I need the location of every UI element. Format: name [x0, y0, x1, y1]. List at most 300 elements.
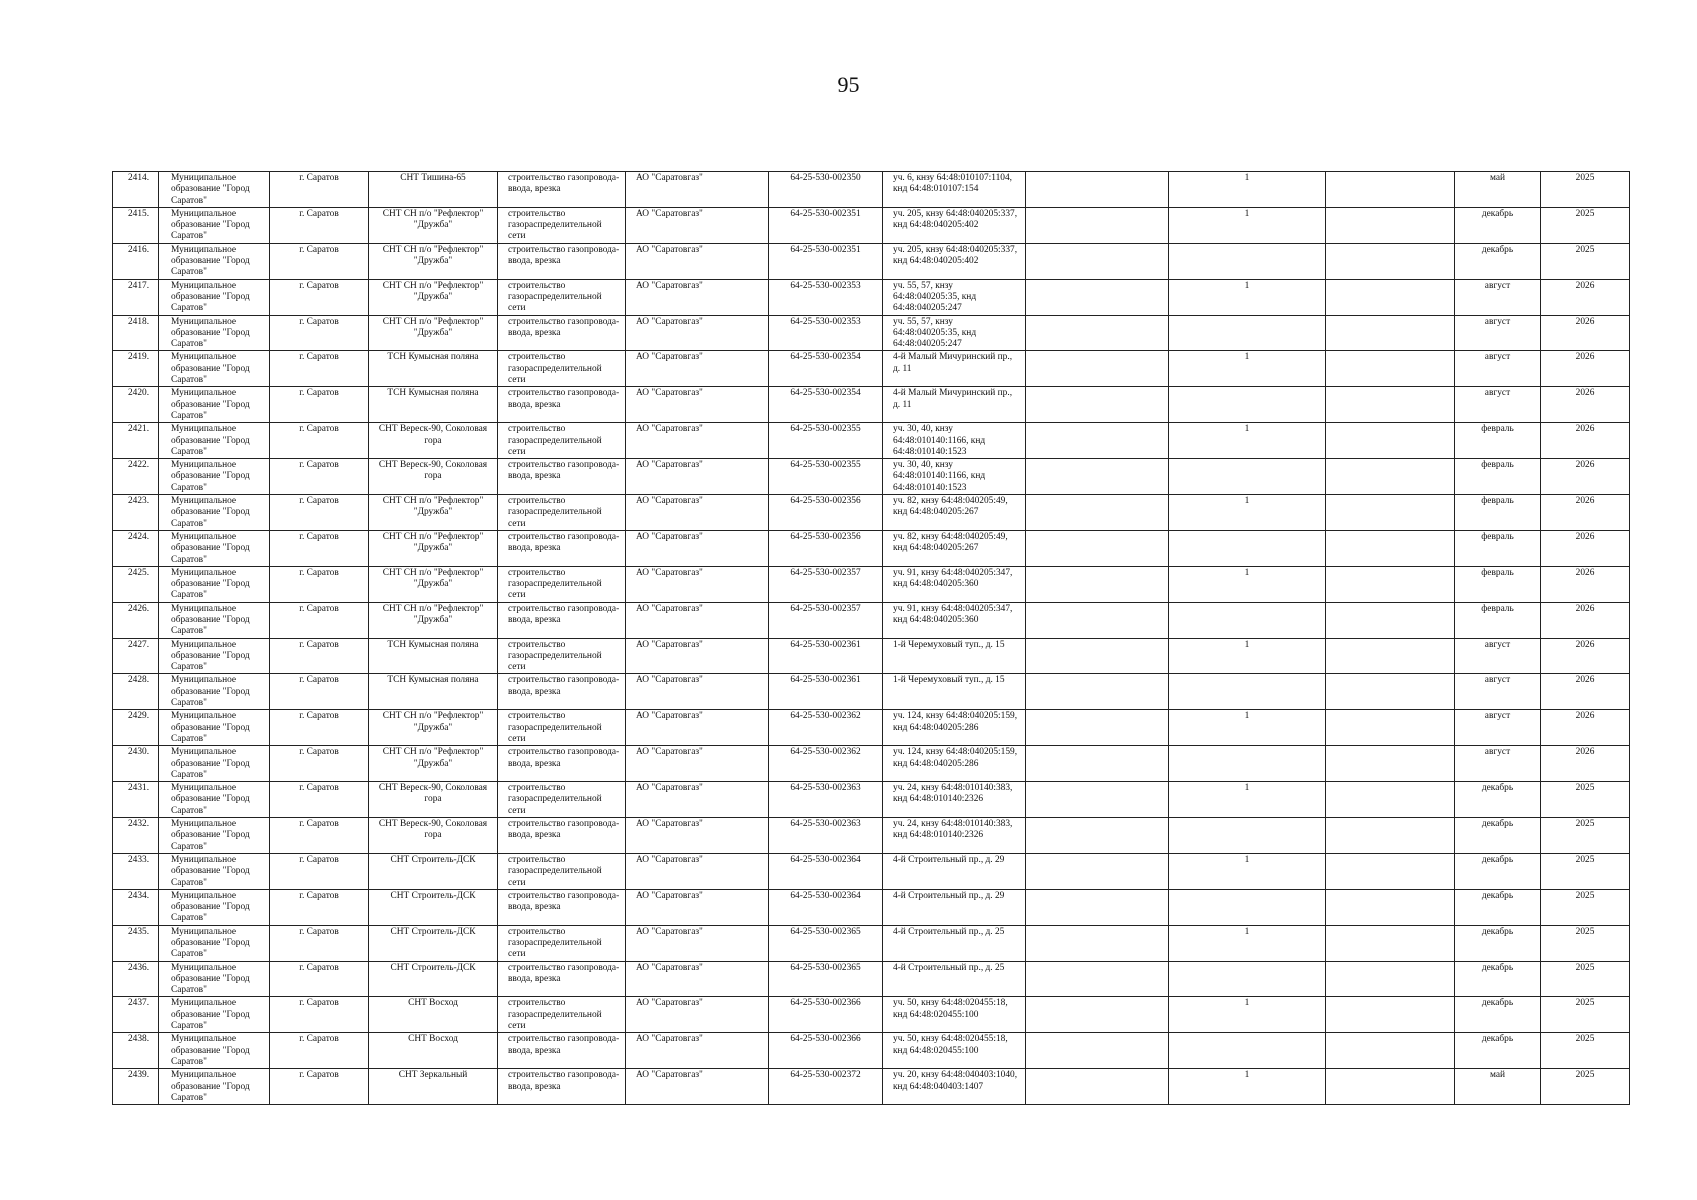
community: СНТ Тишина-65 [400, 173, 466, 183]
organization-cell [626, 853, 769, 889]
work-type-cell [498, 638, 626, 674]
row-number-cell [113, 674, 159, 710]
year-cell [1541, 279, 1630, 315]
empty-cell-b [1326, 1069, 1455, 1105]
month-cell [1455, 459, 1541, 495]
address: уч. 20, кнзу 64:48:040403:1040, кнд 64:48:040403:1407 [893, 1070, 1018, 1092]
city: г. Саратов [299, 747, 339, 758]
month-cell [1455, 207, 1541, 243]
empty-cell-a [1026, 782, 1169, 818]
organization-cell [626, 315, 769, 351]
community-cell [369, 172, 498, 208]
city: г. Саратов [299, 675, 339, 686]
month-cell [1455, 315, 1541, 351]
city: г. Саратов [299, 1034, 339, 1045]
address-cell [883, 566, 1026, 602]
code-cell [769, 279, 883, 315]
community: ТСН Кумысная поляна [387, 388, 479, 399]
row-number: 2429. [127, 711, 150, 722]
table-row [113, 423, 1630, 459]
empty-cell-a [1026, 351, 1169, 387]
code-cell [769, 315, 883, 351]
count: 1 [1244, 711, 1250, 722]
month-cell [1455, 853, 1541, 889]
row-number: 2414. [127, 173, 150, 183]
table-row [113, 853, 1630, 889]
year: 2026 [1575, 280, 1595, 291]
month: декабрь [1481, 926, 1514, 937]
organization-cell [626, 207, 769, 243]
work-type-cell [498, 1069, 626, 1105]
row-number: 2435. [127, 926, 150, 937]
community-cell [369, 710, 498, 746]
address: 4-й Малый Мичуринский пр., д. 11 [893, 352, 1013, 374]
municipality-cell [159, 889, 270, 925]
year: 2025 [1575, 998, 1595, 1009]
municipality: Муниципальное образование "Город Саратов" [171, 603, 250, 637]
year-cell [1541, 1033, 1630, 1069]
count: 1 [1244, 352, 1250, 363]
year-cell [1541, 674, 1630, 710]
count: 1 [1244, 208, 1250, 219]
municipality: Муниципальное образование "Город Саратов" [171, 173, 250, 206]
count-cell [1169, 746, 1326, 782]
organization: АО "Саратовгаз" [636, 1070, 703, 1081]
municipality-cell [159, 853, 270, 889]
row-number: 2432. [127, 819, 150, 830]
municipality-cell [159, 1033, 270, 1069]
work-type-cell [498, 925, 626, 961]
code-cell [769, 387, 883, 423]
community-cell [369, 853, 498, 889]
empty-cell-a [1026, 423, 1169, 459]
address-cell [883, 746, 1026, 782]
organization-cell [626, 782, 769, 818]
registry-code: 64-25-530-002357 [790, 567, 861, 578]
code-cell [769, 495, 883, 531]
work-type-cell [498, 674, 626, 710]
address: 4-й Строительный пр., д. 25 [893, 962, 1005, 973]
organization: АО "Саратовгаз" [636, 926, 703, 937]
work-type-cell [498, 961, 626, 997]
work-type: строительство газопровода-ввода, врезка [508, 603, 620, 625]
community-cell [369, 818, 498, 854]
gasification-register-table [112, 171, 1630, 1105]
community-cell [369, 351, 498, 387]
address-cell [883, 207, 1026, 243]
code-cell [769, 243, 883, 279]
row-number-cell [113, 495, 159, 531]
work-type-cell [498, 997, 626, 1033]
row-number-cell [113, 997, 159, 1033]
registry-code: 64-25-530-002365 [790, 962, 861, 973]
count-cell [1169, 315, 1326, 351]
address: уч. 124, кнзу 64:48:040205:159, кнд 64:48:040205:286 [893, 711, 1018, 733]
city-cell [270, 495, 369, 531]
registry-code: 64-25-530-002361 [790, 639, 861, 650]
community: СНТ СН п/о "Рефлектор" "Дружба" [382, 531, 484, 554]
month: август [1484, 316, 1511, 327]
count-cell [1169, 459, 1326, 495]
address: уч. 82, кнзу 64:48:040205:49, кнд 64:48:040205:267 [893, 496, 1008, 518]
work-type-cell [498, 782, 626, 818]
municipality-cell [159, 818, 270, 854]
community-cell [369, 279, 498, 315]
empty-cell-a [1026, 530, 1169, 566]
organization-cell [626, 1033, 769, 1069]
empty-cell-b [1326, 315, 1455, 351]
row-number-cell [113, 710, 159, 746]
month-cell [1455, 243, 1541, 279]
row-number: 2430. [127, 747, 150, 758]
organization-cell [626, 889, 769, 925]
empty-cell-b [1326, 566, 1455, 602]
organization-cell [626, 746, 769, 782]
municipality: Муниципальное образование "Город Саратов" [171, 531, 250, 565]
city: г. Саратов [299, 819, 339, 830]
year-cell [1541, 889, 1630, 925]
municipality-cell [159, 243, 270, 279]
city: г. Саратов [299, 854, 339, 865]
empty-cell-a [1026, 315, 1169, 351]
empty-cell-b [1326, 243, 1455, 279]
municipality: Муниципальное образование "Город Саратов" [171, 567, 250, 601]
municipality: Муниципальное образование "Город Саратов" [171, 208, 250, 242]
work-type-cell [498, 566, 626, 602]
city-cell [270, 961, 369, 997]
community-cell [369, 1033, 498, 1069]
month: август [1484, 711, 1511, 722]
empty-cell-b [1326, 279, 1455, 315]
organization: АО "Саратовгаз" [636, 675, 703, 686]
organization-cell [626, 243, 769, 279]
work-type: строительство газопровода-ввода, врезка [508, 388, 620, 410]
row-number: 2420. [127, 388, 150, 399]
year-cell [1541, 638, 1630, 674]
work-type-cell [498, 243, 626, 279]
year: 2025 [1575, 962, 1595, 973]
registry-code: 64-25-530-002372 [790, 1070, 861, 1081]
work-type: строительство газопровода-ввода, врезка [508, 819, 620, 841]
month: февраль [1481, 424, 1514, 435]
municipality-cell [159, 602, 270, 638]
organization-cell [626, 279, 769, 315]
year: 2025 [1575, 926, 1595, 937]
municipality-cell [159, 315, 270, 351]
community-cell [369, 315, 498, 351]
community: СНТ Вереск-90, Соколовая гора [378, 819, 488, 841]
work-type-cell [498, 207, 626, 243]
registry-code: 64-25-530-002350 [790, 173, 861, 183]
work-type: строительство газораспределительной сети [508, 567, 602, 601]
row-number-cell [113, 782, 159, 818]
code-cell [769, 602, 883, 638]
address-cell [883, 1033, 1026, 1069]
empty-cell-a [1026, 997, 1169, 1033]
registry-code: 64-25-530-002354 [790, 388, 861, 399]
municipality-cell [159, 674, 270, 710]
month-cell [1455, 530, 1541, 566]
year: 2025 [1575, 854, 1595, 865]
city: г. Саратов [299, 567, 339, 578]
community: СНТ Зеркальный [398, 1070, 468, 1081]
organization: АО "Саратовгаз" [636, 352, 703, 363]
city-cell [270, 746, 369, 782]
year: 2025 [1575, 1034, 1595, 1045]
city: г. Саратов [299, 783, 339, 794]
work-type: строительство газопровода-ввода, врезка [508, 1070, 620, 1092]
organization: АО "Саратовгаз" [636, 711, 703, 722]
address: 1-й Черемуховый туп., д. 15 [893, 675, 1005, 686]
row-number: 2417. [127, 280, 150, 291]
work-type-cell [498, 1033, 626, 1069]
count-cell [1169, 423, 1326, 459]
registry-code: 64-25-530-002362 [790, 747, 861, 758]
count: 1 [1244, 1070, 1250, 1081]
community-cell [369, 638, 498, 674]
year-cell [1541, 782, 1630, 818]
month: август [1484, 639, 1511, 650]
city: г. Саратов [299, 962, 339, 973]
year: 2026 [1575, 675, 1595, 686]
year-cell [1541, 602, 1630, 638]
municipality-cell [159, 746, 270, 782]
address-cell [883, 243, 1026, 279]
city: г. Саратов [299, 388, 339, 399]
count: 1 [1244, 173, 1250, 183]
address-cell [883, 315, 1026, 351]
municipality-cell [159, 925, 270, 961]
row-number: 2439. [127, 1070, 150, 1081]
address-cell [883, 495, 1026, 531]
community: СНТ СН п/о "Рефлектор" "Дружба" [382, 244, 484, 267]
count-cell [1169, 207, 1326, 243]
work-type-cell [498, 853, 626, 889]
organization-cell [626, 566, 769, 602]
organization: АО "Саратовгаз" [636, 747, 703, 758]
community: СНТ СН п/о "Рефлектор" "Дружба" [382, 747, 484, 769]
month: август [1484, 352, 1511, 363]
address-cell [883, 710, 1026, 746]
year-cell [1541, 961, 1630, 997]
address: уч. 82, кнзу 64:48:040205:49, кнд 64:48:040205:267 [893, 531, 1008, 554]
organization: АО "Саратовгаз" [636, 1034, 703, 1045]
registry-code: 64-25-530-002353 [790, 280, 861, 291]
organization-cell [626, 925, 769, 961]
work-type: строительство газораспределительной сети [508, 280, 602, 314]
municipality-cell [159, 638, 270, 674]
table-row [113, 1033, 1630, 1069]
municipality: Муниципальное образование "Город Саратов" [171, 352, 250, 386]
municipality-cell [159, 530, 270, 566]
count: 1 [1244, 854, 1250, 865]
empty-cell-b [1326, 495, 1455, 531]
community: СНТ Вереск-90, Соколовая гора [378, 424, 488, 446]
table-row [113, 889, 1630, 925]
municipality-cell [159, 387, 270, 423]
work-type-cell [498, 746, 626, 782]
address: уч. 124, кнзу 64:48:040205:159, кнд 64:48:040205:286 [893, 747, 1018, 769]
address-cell [883, 961, 1026, 997]
community: СНТ Строитель-ДСК [390, 890, 476, 901]
organization: АО "Саратовгаз" [636, 244, 703, 255]
registry-code: 64-25-530-002363 [790, 819, 861, 830]
table-row [113, 674, 1630, 710]
city: г. Саратов [299, 280, 339, 291]
community: СНТ Строитель-ДСК [390, 962, 476, 973]
year: 2025 [1575, 1070, 1595, 1081]
empty-cell-b [1326, 207, 1455, 243]
municipality: Муниципальное образование "Город Саратов" [171, 460, 250, 493]
code-cell [769, 997, 883, 1033]
address-cell [883, 782, 1026, 818]
code-cell [769, 710, 883, 746]
code-cell [769, 638, 883, 674]
organization-cell [626, 495, 769, 531]
organization-cell [626, 530, 769, 566]
empty-cell-a [1026, 279, 1169, 315]
address: 1-й Черемуховый туп., д. 15 [893, 639, 1005, 650]
code-cell [769, 1069, 883, 1105]
address-cell [883, 423, 1026, 459]
row-number-cell [113, 889, 159, 925]
row-number: 2437. [127, 998, 150, 1009]
year-cell [1541, 207, 1630, 243]
month-cell [1455, 925, 1541, 961]
organization: АО "Саратовгаз" [636, 208, 703, 219]
empty-cell-a [1026, 674, 1169, 710]
year: 2025 [1575, 783, 1595, 794]
empty-cell-a [1026, 387, 1169, 423]
municipality-cell [159, 207, 270, 243]
code-cell [769, 925, 883, 961]
municipality: Муниципальное образование "Город Саратов" [171, 747, 250, 780]
row-number: 2436. [127, 962, 150, 973]
community-cell [369, 207, 498, 243]
address: уч. 24, кнзу 64:48:010140:383, кнд 64:48:010140:2326 [893, 819, 1013, 841]
work-type: строительство газораспределительной сети [508, 639, 602, 673]
address: 4-й Строительный пр., д. 29 [893, 890, 1005, 901]
organization: АО "Саратовгаз" [636, 639, 703, 650]
empty-cell-b [1326, 853, 1455, 889]
code-cell [769, 530, 883, 566]
city: г. Саратов [299, 711, 339, 722]
row-number-cell [113, 925, 159, 961]
address: уч. 91, кнзу 64:48:040205:347, кнд 64:48:040205:360 [893, 603, 1013, 625]
year: 2026 [1575, 603, 1595, 614]
city: г. Саратов [299, 424, 339, 435]
code-cell [769, 172, 883, 208]
empty-cell-a [1026, 602, 1169, 638]
row-number-cell [113, 172, 159, 208]
table-row [113, 495, 1630, 531]
table-row [113, 710, 1630, 746]
work-type: строительство газопровода-ввода, врезка [508, 890, 620, 913]
month-cell [1455, 889, 1541, 925]
year-cell [1541, 530, 1630, 566]
organization-cell [626, 1069, 769, 1105]
registry-code: 64-25-530-002361 [790, 675, 861, 686]
month: февраль [1481, 603, 1514, 614]
municipality: Муниципальное образование "Город Саратов" [171, 675, 250, 709]
empty-cell-b [1326, 351, 1455, 387]
table-row [113, 925, 1630, 961]
work-type: строительство газораспределительной сети [508, 854, 602, 888]
month: август [1484, 747, 1511, 758]
organization-cell [626, 638, 769, 674]
community-cell [369, 566, 498, 602]
year: 2026 [1575, 567, 1595, 578]
table-row [113, 1069, 1630, 1105]
city-cell [270, 925, 369, 961]
municipality: Муниципальное образование "Город Саратов" [171, 998, 250, 1032]
table-row [113, 172, 1630, 208]
community: СНТ Восход [408, 1034, 458, 1045]
count: 1 [1244, 639, 1250, 650]
year-cell [1541, 818, 1630, 854]
city-cell [270, 315, 369, 351]
city: г. Саратов [299, 352, 339, 363]
municipality: Муниципальное образование "Город Саратов" [171, 388, 250, 421]
municipality: Муниципальное образование "Город Саратов" [171, 1070, 250, 1103]
row-number-cell [113, 243, 159, 279]
address-cell [883, 638, 1026, 674]
count: 1 [1244, 926, 1250, 937]
city: г. Саратов [299, 603, 339, 614]
work-type: строительство газораспределительной сети [508, 496, 602, 529]
municipality: Муниципальное образование "Город Саратов" [171, 926, 250, 960]
code-cell [769, 351, 883, 387]
city-cell [270, 602, 369, 638]
year: 2026 [1575, 424, 1595, 435]
year-cell [1541, 746, 1630, 782]
table-row [113, 279, 1630, 315]
month-cell [1455, 172, 1541, 208]
row-number-cell [113, 279, 159, 315]
year-cell [1541, 243, 1630, 279]
month-cell [1455, 602, 1541, 638]
community: СНТ СН п/о "Рефлектор" "Дружба" [382, 603, 484, 625]
work-type: строительство газопровода-ввода, врезка [508, 675, 620, 697]
work-type-cell [498, 279, 626, 315]
city-cell [270, 459, 369, 495]
address: уч. 50, кнзу 64:48:020455:18, кнд 64:48:020455:100 [893, 1034, 1008, 1056]
year: 2026 [1575, 639, 1595, 650]
row-number-cell [113, 1069, 159, 1105]
month: декабрь [1481, 854, 1514, 865]
year-cell [1541, 853, 1630, 889]
municipality-cell [159, 710, 270, 746]
city-cell [270, 889, 369, 925]
row-number: 2427. [127, 639, 150, 650]
count-cell [1169, 530, 1326, 566]
year: 2026 [1575, 388, 1595, 399]
count-cell [1169, 997, 1326, 1033]
row-number-cell [113, 818, 159, 854]
row-number-cell [113, 853, 159, 889]
year: 2025 [1575, 819, 1595, 830]
month: декабрь [1481, 890, 1514, 901]
count-cell [1169, 387, 1326, 423]
municipality: Муниципальное образование "Город Саратов" [171, 890, 250, 924]
table-row [113, 387, 1630, 423]
row-number-cell [113, 530, 159, 566]
work-type: строительство газораспределительной сети [508, 711, 602, 744]
address-cell [883, 997, 1026, 1033]
work-type: строительство газопровода-ввода, врезка [508, 244, 620, 267]
count: 1 [1244, 280, 1250, 291]
address-cell [883, 602, 1026, 638]
